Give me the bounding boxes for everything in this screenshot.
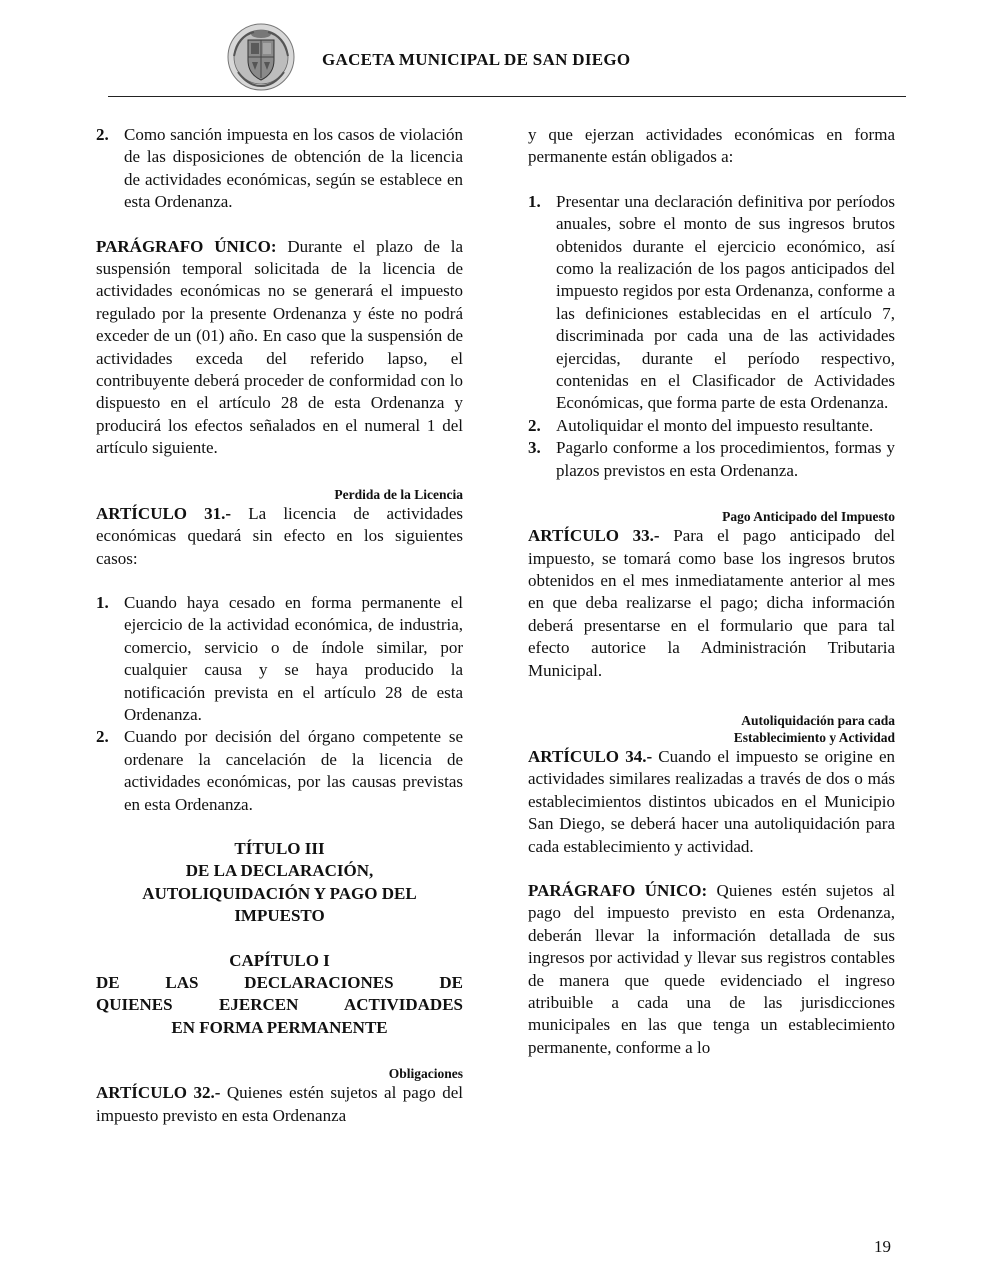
list-item xyxy=(96,592,463,726)
article-text: Cuando el impuesto se origine en actividades similares realizadas a través de dos o más establecimientos distintos ubicados en el Municipio San Diego, se deberá hacer una autoliquidación para cada establecimiento y actividad. xyxy=(528,746,896,856)
article-label: ARTÍCULO 34.- xyxy=(528,746,653,766)
side-heading xyxy=(528,712,895,746)
side-heading: Pago Anticipado del Impuesto xyxy=(722,509,895,525)
page-number: 19 xyxy=(874,1237,891,1256)
paragrafo-text: Quienes estén sujetos al pago del impuesto previsto en esta Ordenanza, deberán llevar la información detallada de sus ingresos por actividad y llevar sus registros contables de manera que quede evidenciado el ingreso atribuible a cada una de las jurisdicciones municipales en las que tenga un establecimiento permanente, conforme a lo xyxy=(528,880,895,1057)
list-text: Autoliquidar el monto del impuesto resultante. xyxy=(556,415,874,435)
list-item xyxy=(96,726,463,816)
capitulo-line: DE LAS DECLARACIONES DE xyxy=(96,973,463,992)
titulo-heading xyxy=(96,838,463,928)
article-label: ARTÍCULO 32.- xyxy=(96,1083,221,1103)
list-number: 1. xyxy=(96,592,109,612)
side-heading: Obligaciones xyxy=(388,1066,463,1082)
list-number: 1. xyxy=(528,191,541,211)
article-32-continuation: y que ejerzan actividades económicas en forma permanente están obligados a: xyxy=(528,125,895,167)
list-text: Como sanción impuesta en los casos de violación de las disposiciones de obtención de la licencia de actividades económicas, según se establece en esta Ordenanza. xyxy=(124,125,463,212)
article-text: La licencia de actividades económicas quedará sin efecto en los siguientes casos: xyxy=(96,503,463,568)
article-text: Quienes estén sujetos al pago del impuesto previsto en esta Ordenanza xyxy=(96,1083,463,1125)
article-label: ARTÍCULO 33.- xyxy=(528,526,660,546)
list-text: Cuando por decisión del órgano competente se ordenare la cancelación de la licencia de actividades económicas, por las causas previstas en esta Ordenanza. xyxy=(124,727,463,814)
titulo-line: DE LA DECLARACIÓN, xyxy=(185,861,374,881)
side-heading-line: Establecimiento y Actividad xyxy=(733,729,895,745)
paragrafo-label: PARÁGRAFO ÚNICO: xyxy=(96,236,277,256)
side-heading-line: Autoliquidación para cada xyxy=(741,712,895,728)
gazette-title: GACETA MUNICIPAL DE SAN DIEGO xyxy=(322,50,631,69)
side-heading: Perdida de la Licencia xyxy=(334,486,463,502)
list-item xyxy=(528,191,895,415)
right-column xyxy=(528,124,895,1059)
list-number: 3. xyxy=(528,438,541,458)
capitulo-line: QUIENES EJERCEN ACTIVIDADES xyxy=(96,995,463,1015)
list-number: 2. xyxy=(96,727,109,747)
article-34 xyxy=(528,746,895,858)
paragrafo-label: PARÁGRAFO ÚNICO: xyxy=(528,880,708,900)
left-column xyxy=(96,124,463,1127)
paragrafo-unico-34 xyxy=(528,880,895,1059)
titulo-line: TÍTULO III xyxy=(234,838,325,858)
list-text: Presentar una declaración definitiva por períodos anuales, sobre el monto de sus ingresos brutos obtenidos durante el ejercicio económico, así como la realización de los pagos anticipados del impuesto regidos por esta Ordenanza, conforme a las definiciones establecidas en el artículo 7, discriminada por cada una de las actividades ejercidas, durante el período respectivo, contenidas en el Clasificador de Actividades Económicas, que forma parte de esta Ordenanza. xyxy=(556,191,895,413)
article-text: Para el pago anticipado del impuesto, se tomará como base los ingresos brutos obtenidos en el mes inmediatamente anterior al mes en que deba realizarse el pago; dicha información deberá presentarse en el formulario que para tal efecto autorice la Administración Tributaria Municipal. xyxy=(528,526,895,680)
paragrafo-unico xyxy=(96,236,463,460)
article-32 xyxy=(96,1082,463,1127)
paragrafo-text: Durante el plazo de la suspensión temporal solicitada de la licencia de actividades económicas no se generará el impuesto regulado por la presente Ordenanza y éste no podrá exceder de un (01) año. En caso que la suspensión de actividades exceda del referido lapso, el contribuyente deberá proceder de conformidad con lo dispuesto en el artículo 28 de esta Ordenanza y producirá los efectos señalados en el numeral 1 del artículo siguiente. xyxy=(96,236,463,458)
article-label: ARTÍCULO 31.- xyxy=(96,503,232,523)
list-item xyxy=(528,437,895,482)
capitulo-heading xyxy=(96,950,463,1040)
article-33 xyxy=(528,525,895,682)
capitulo-line: CAPÍTULO I xyxy=(229,950,330,970)
titulo-line: AUTOLIQUIDACIÓN Y PAGO DEL xyxy=(142,883,417,903)
list-text: Cuando haya cesado en forma permanente el ejercicio de la actividad económica, de industria, comercio, servicio o de índole similar, por cualquier causa y se haya producido la notificación prevista en el artículo 28 de esta Ordenanza. xyxy=(124,592,463,724)
titulo-line: IMPUESTO xyxy=(234,906,325,926)
list-number: 2. xyxy=(96,125,109,144)
list-text: Pagarlo conforme a los procedimientos, formas y plazos previstos en esta Ordenanza. xyxy=(556,438,895,480)
capitulo-line: EN FORMA PERMANENTE xyxy=(171,1017,388,1037)
article-31 xyxy=(96,503,463,570)
coat-of-arms-seal-icon xyxy=(224,22,298,92)
list-item xyxy=(96,124,463,214)
header-rule xyxy=(108,96,906,97)
list-item xyxy=(528,415,895,437)
list-number: 2. xyxy=(528,415,541,435)
